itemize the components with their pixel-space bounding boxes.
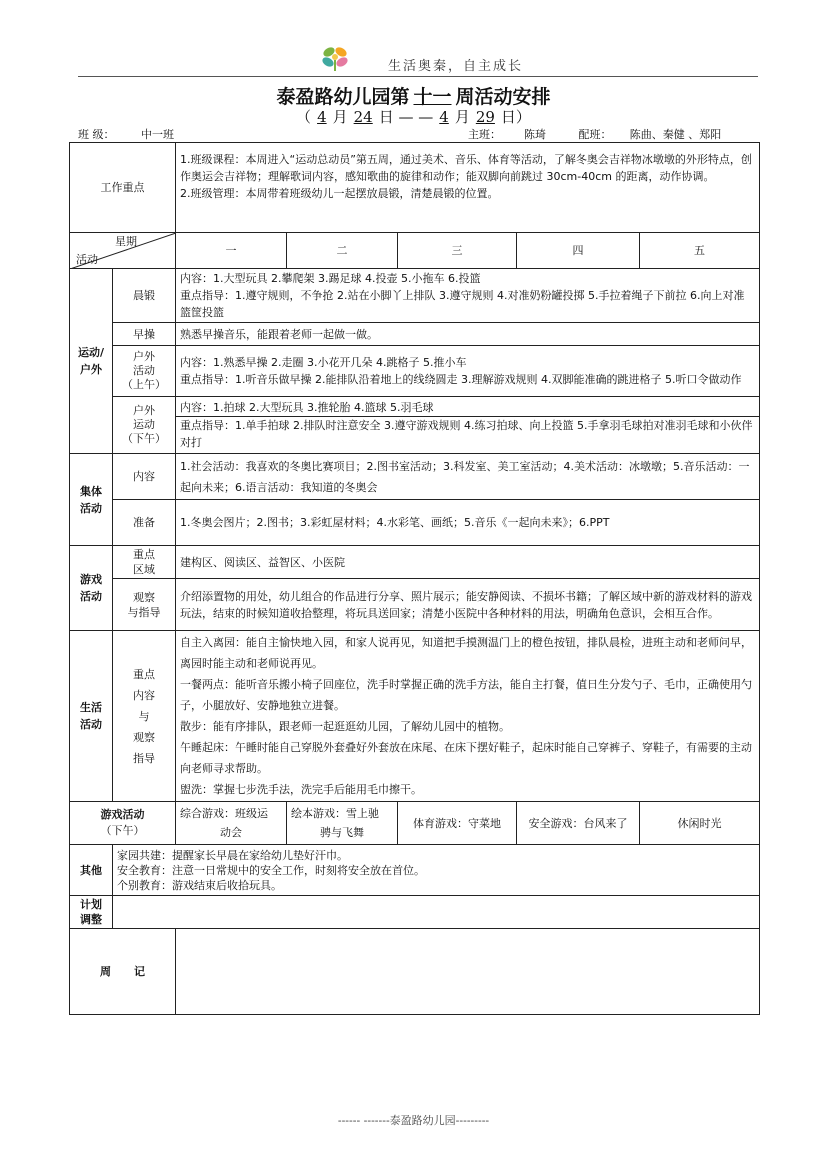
drill-label: 早操 bbox=[113, 323, 176, 346]
weekday-header-row bbox=[70, 233, 760, 269]
life-item: 散步：能有序排队，跟老师一起逛逛幼儿园，了解幼儿园中的植物。 bbox=[180, 720, 510, 733]
group-prep-row bbox=[70, 500, 760, 546]
class-info: 班 级： 中一班 bbox=[78, 126, 201, 143]
group-content-row bbox=[70, 454, 760, 500]
weekly-notes-label: 周 记 bbox=[70, 929, 176, 1015]
am-outdoor-row bbox=[70, 346, 760, 397]
pm-games-label: 游戏活动 （下午） bbox=[70, 802, 176, 845]
sport-group-label: 运动/ 户外 bbox=[70, 269, 113, 454]
life-activity-row bbox=[70, 631, 760, 802]
week-number: 十一 bbox=[413, 86, 452, 108]
start-day: 24 bbox=[353, 108, 373, 126]
lead-teacher: 陈琦 bbox=[501, 126, 569, 143]
header-motto: 生活奥秦，自主成长 bbox=[388, 59, 524, 74]
teacher-info: 主班： 陈琦 配班： 陈曲、秦健 、郑阳 bbox=[468, 126, 740, 143]
day-fri: 五 bbox=[640, 233, 760, 269]
focus-line-1: 1.班级课程：本周进入“运动总动员”第五周，通过美术、音乐、体育等活动，了解冬奥会吉祥物冰墩墩的外形特点，创作奥运会吉祥物；理解歌词内容，感知歌曲的旋律和动作；能双脚向前跳过 30cm-40cm 的距离，动作协调。 bbox=[180, 153, 752, 183]
day-mon: 一 bbox=[176, 233, 287, 269]
pm-outdoor-row bbox=[70, 397, 760, 454]
pm-game-wed: 体育游戏：守菜地 bbox=[398, 802, 517, 845]
group-activity-label: 集体 活动 bbox=[70, 454, 113, 546]
am-outdoor-content: 内容：1.熟悉早操 2.走圈 3.小花开几朵 4.跳格子 5.推小车 重点指导：1.听音乐做早操 2.能排队沿着地上的线绕圆走 3.理解游戏规则 4.双脚能准确的跳进格子 5.听口令做动作 bbox=[176, 346, 760, 397]
kindergarten-logo-icon bbox=[318, 44, 352, 72]
other-label: 其他 bbox=[70, 845, 113, 896]
plan-adjust-label: 计划 调整 bbox=[70, 896, 113, 929]
day-wed: 三 bbox=[398, 233, 517, 269]
life-activity-label: 生活 活动 bbox=[70, 631, 113, 802]
weekly-notes-row bbox=[70, 929, 760, 1015]
life-item: 一餐两点：能听音乐搬小椅子回座位，洗手时掌握正确的洗手方法，能自主打餐，值日生分发勺子、毛巾，正确使用勺子，小腿放好、安静地独立进餐。 bbox=[180, 678, 752, 712]
group-prep: 1.冬奥会图片；2.图书；3.彩虹屋材料；4.水彩笔、画纸；5.音乐《一起向未来》；6.PPT bbox=[176, 500, 760, 546]
am-outdoor-label: 户外 活动 （上午） bbox=[113, 346, 176, 397]
morning-label: 晨锻 bbox=[113, 269, 176, 323]
pm-games-row bbox=[70, 802, 760, 845]
other-row bbox=[70, 845, 760, 896]
day-tue: 二 bbox=[287, 233, 398, 269]
pm-outdoor-content: 内容：1.拍球 2.大型玩具 3.推轮胎 4.篮球 5.羽毛球 重点指导：1.单手拍球 2.排队时注意安全 3.遵守游戏规则 4.练习拍球、向上投篮 5.手拿羽毛球拍对准羽毛球和小伙伴对打 bbox=[176, 397, 760, 454]
group-prep-label: 准备 bbox=[113, 500, 176, 546]
life-item: 午睡起床：午睡时能自己穿脱外套叠好外套放在床尾、在床下摆好鞋子，起床时能自己穿裤子、穿鞋子，有需要的主动向老师寻求帮助。 bbox=[180, 741, 752, 775]
group-content: 1.社会活动：我喜欢的冬奥比赛项目；2.图书室活动；3.科发室、美工室活动；4.美术活动：冰墩墩；5.音乐活动：一起向未来；6.语言活动：我知道的冬奥会 bbox=[176, 454, 760, 500]
weekly-notes-content bbox=[176, 929, 760, 1015]
work-focus-content bbox=[176, 143, 760, 233]
morning-exercise-row bbox=[70, 269, 760, 323]
day-thu: 四 bbox=[517, 233, 640, 269]
drill-content: 熟悉早操音乐，能跟着老师一起做一做。 bbox=[176, 323, 760, 346]
morning-drill-row bbox=[70, 323, 760, 346]
group-content-label: 内容 bbox=[113, 454, 176, 500]
class-name: 中一班 bbox=[115, 126, 201, 143]
plan-adjust-row bbox=[70, 896, 760, 929]
game-areas: 建构区、阅读区、益智区、小医院 bbox=[176, 546, 760, 579]
game-activity-label: 游戏 活动 bbox=[70, 546, 113, 631]
start-month: 4 bbox=[317, 108, 327, 126]
end-month: 4 bbox=[439, 108, 449, 126]
morning-content: 内容：1.大型玩具 2.攀爬架 3.踢足球 4.投壶 5.小拖车 6.投篮 重点指导：1.遵守规则，不争抢 2.站在小脚丫上排队 3.遵守规则 4.对准奶粉罐投掷 5.手拉着绳子下前拉 6.向上对准篮筐投篮 bbox=[176, 269, 760, 323]
pm-game-fri: 休闲时光 bbox=[640, 802, 760, 845]
header-divider bbox=[78, 76, 758, 77]
pm-game-thu: 安全游戏：台风来了 bbox=[517, 802, 640, 845]
end-day: 29 bbox=[475, 108, 495, 126]
page-footer: ------ -------泰盈路幼儿园--------- bbox=[337, 1114, 490, 1127]
date-range: （ 4 月 24 日 — — 4 月 29 日） bbox=[296, 108, 531, 126]
pm-game-mon: 综合游戏：班级运 动会 bbox=[176, 802, 287, 845]
life-content bbox=[176, 631, 760, 802]
game-observe: 介绍添置物的用处，幼儿组合的作品进行分享、照片展示；能安静阅读、不损坏书籍；了解区域中新的游戏材料的游戏玩法，结束的时候知道收拾整理，将玩具送回家；清楚小医院中各种材料的用法，明确角色意识，会相互合作。 bbox=[176, 579, 760, 631]
work-focus-label: 工作重点 bbox=[70, 143, 176, 233]
life-key-label: 重点 内容 与 观察 指导 bbox=[113, 631, 176, 802]
game-area-row bbox=[70, 546, 760, 579]
life-item: 盥洗：掌握七步洗手法，洗完手后能用毛巾擦干。 bbox=[180, 783, 422, 796]
page-header bbox=[0, 38, 827, 74]
weekly-schedule-table bbox=[69, 142, 760, 1015]
work-focus-row bbox=[70, 143, 760, 233]
game-area-label: 重点 区域 bbox=[113, 546, 176, 579]
page-title: 泰盈路幼儿园第 十一 周活动安排 bbox=[276, 86, 551, 108]
assistant-teachers: 陈曲、秦健 、郑阳 bbox=[612, 126, 740, 143]
other-content: 家园共建：提醒家长早晨在家给幼儿垫好汗巾。 安全教育：注意一日常规中的安全工作，时刻将安全放在首位。 个别教育：游戏结束后收拾玩具。 bbox=[113, 845, 760, 896]
pm-game-tue: 绘本游戏：雪上驰 骋与飞舞 bbox=[287, 802, 398, 845]
plan-adjust-content bbox=[113, 896, 760, 929]
weekday-diagonal-header: 星期 活动 bbox=[70, 233, 176, 269]
pm-outdoor-label: 户外 运动 （下午） bbox=[113, 397, 176, 454]
focus-line-2: 2.班级管理：本周带着班级幼儿一起摆放晨锻，清楚晨锻的位置。 bbox=[180, 187, 499, 200]
game-observe-row bbox=[70, 579, 760, 631]
game-observe-label: 观察 与指导 bbox=[113, 579, 176, 631]
life-item: 自主入离园：能自主愉快地入园，和家人说再见，知道把手摸测温门上的橙色按钮，排队晨检，进班主动和老师问早，离园时能主动和老师说再见。 bbox=[180, 636, 752, 670]
